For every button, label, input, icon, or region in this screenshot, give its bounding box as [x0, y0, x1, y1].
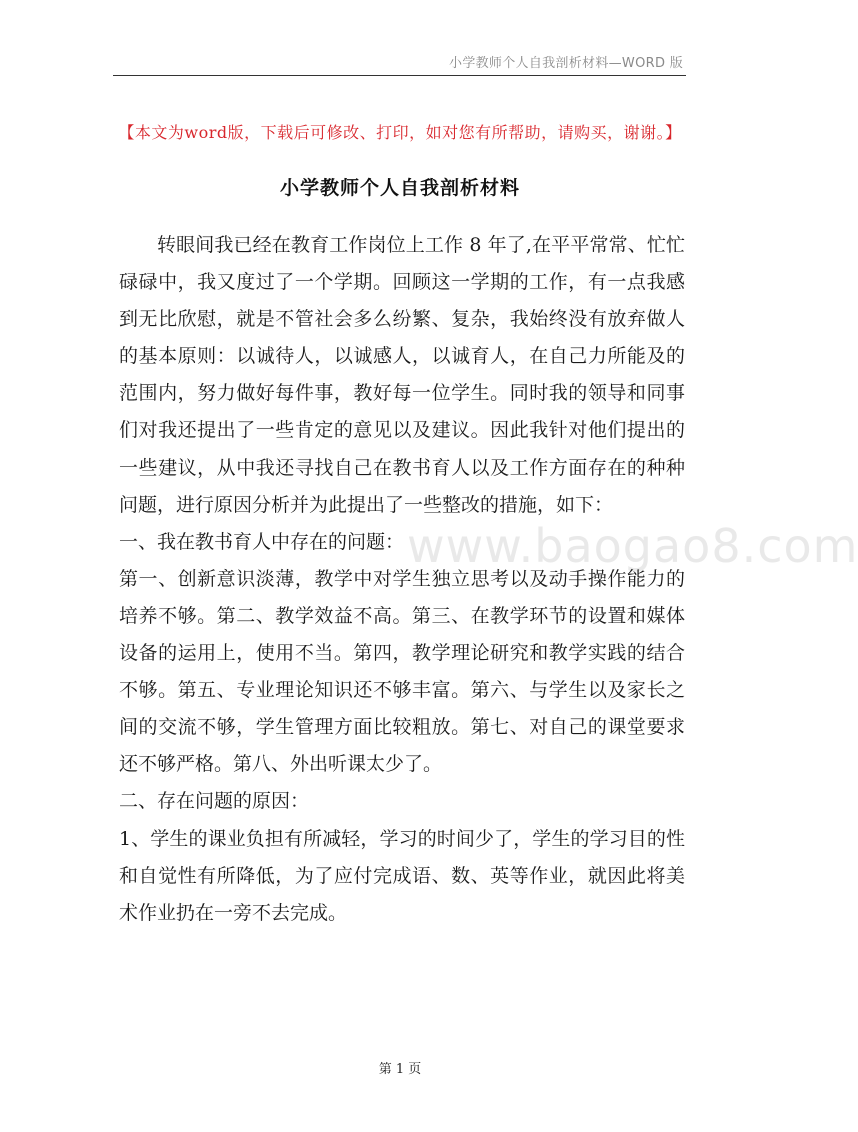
- page-number: 第 1 页: [378, 1062, 422, 1077]
- purchase-notice: 【本文为word版，下载后可修改、打印，如对您有所帮助，请购买，谢谢。】: [118, 123, 682, 142]
- running-header: 小学教师个人自我剖析材料—WORD 版: [449, 56, 683, 71]
- paragraph-problems: 第一、创新意识淡薄，教学中对学生独立思考以及动手操作能力的培养不够。第二、教学效益不高。第三、在教学环节的设置和媒体设备的运用上，使用不当。第四，教学理论研究和教学实践的结合不够。第五、专业理论知识还不够丰富。第六、与学生以及家长之间的交流不够，学生管理方面比较粗放。第七、对自己的课堂要求还不够严格。第八、外出听课太少了。: [119, 567, 685, 776]
- section-heading-causes: 二、存在问题的原因：: [119, 790, 310, 813]
- paragraph-intro: 转眼间我已经在教育工作岗位上工作 8 年了,在平平常常、忙忙碌碌中，我又度过了一个学期。回顾这一学期的工作，有一点我感到无比欣慰，就是不管社会多么纷繁、复杂，我始终没有放弃做人的基本原则：以诚待人，以诚感人，以诚育人，在自己力所能及的范围内，努力做好每件事，教好每一位学生。同时我的领导和同事们对我还提出了一些肯定的意见以及建议。因此我针对他们提出的一些建议，从中我还寻找自己在教书育人以及工作方面存在的种种问题，进行原因分析并为此提出了一些整改的措施，如下：: [119, 234, 685, 516]
- header-divider: [113, 75, 686, 76]
- document-body: [119, 227, 685, 932]
- section-heading-problems: 一、我在教书育人中存在的问题：: [119, 530, 405, 553]
- watermark: www.baogao8.com: [407, 519, 858, 573]
- document-title: 小学教师个人自我剖析材料: [279, 177, 520, 199]
- paragraph-cause-1: 1、学生的课业负担有所减轻，学习的时间少了，学生的学习目的性和自觉性有所降低，为了应付完成语、数、英等作业，就因此将美术作业扔在一旁不去完成。: [119, 827, 685, 924]
